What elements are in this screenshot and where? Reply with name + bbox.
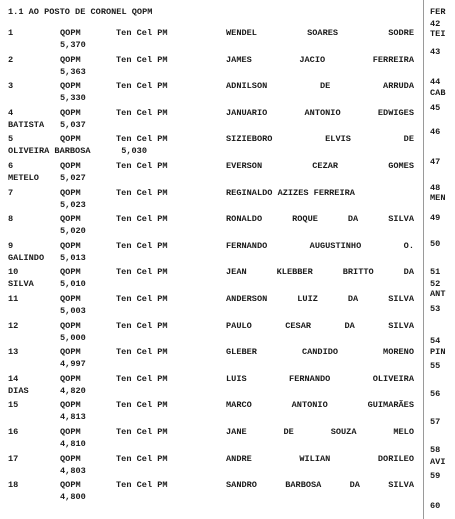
list-item <box>8 455 414 479</box>
officer-score: 5,023 <box>60 199 86 210</box>
officer-score: 4,997 <box>60 359 86 370</box>
name-word: REGINALDO AZIZES FERREIRA <box>226 187 355 198</box>
officer-category: QOPM <box>60 134 81 145</box>
rank-number: 4 <box>8 107 14 118</box>
officer-category: QOPM <box>60 427 81 437</box>
name-word: CESAR <box>285 320 312 331</box>
name-word: ARRUDA <box>383 81 414 92</box>
list-item <box>8 56 414 80</box>
name-word: FERREIRA <box>372 54 414 65</box>
name-word: JANE <box>226 427 247 437</box>
officer-score: 5,010 <box>60 279 86 290</box>
next-column-entry: 52 <box>430 279 441 289</box>
name-word: ANTONIO <box>291 400 328 411</box>
rank-number: 1 <box>8 28 14 38</box>
current-rank: Ten Cel PM <box>116 400 168 411</box>
officer-score: 5,037 <box>60 119 86 130</box>
officer-name <box>226 82 414 92</box>
officer-name-continued: SILVA <box>8 279 34 290</box>
officer-category: QOPM <box>60 373 81 384</box>
list-item <box>8 268 414 292</box>
officer-score: 4,813 <box>60 412 86 423</box>
officer-category: QOPM <box>60 161 81 171</box>
list-item <box>8 428 414 452</box>
rank-number: 18 <box>8 480 19 491</box>
name-word: JANUARIO <box>226 107 268 118</box>
name-word: SILVA <box>388 480 414 491</box>
rank-number: 10 <box>8 267 19 278</box>
officer-score: 4,800 <box>60 492 86 503</box>
current-rank: Ten Cel PM <box>116 427 168 437</box>
officer-name-continued: DIAS <box>8 385 29 396</box>
officer-category: QOPM <box>60 28 81 38</box>
officer-name <box>226 375 414 385</box>
officer-category: QOPM <box>60 347 81 358</box>
name-word: MORENO <box>383 347 414 358</box>
name-word: MELO <box>393 427 414 437</box>
officer-name <box>226 135 414 145</box>
current-rank: Ten Cel PM <box>116 161 168 171</box>
name-word: KLEBBER <box>276 267 313 278</box>
rank-number: 7 <box>8 187 14 198</box>
next-column-entry: 59 <box>430 471 441 481</box>
next-column-entry: 48 <box>430 183 441 193</box>
name-word: ELVIS <box>325 134 351 145</box>
officer-name <box>226 268 414 278</box>
rank-number: 14 <box>8 373 19 384</box>
current-rank: Ten Cel PM <box>116 107 168 118</box>
list-item <box>8 135 414 159</box>
next-column-entry: FER <box>430 7 446 17</box>
officer-category: QOPM <box>60 240 81 251</box>
current-rank: Ten Cel PM <box>116 320 168 331</box>
name-word: OLIVEIRA <box>372 373 414 384</box>
name-word: BRITTO <box>342 267 374 278</box>
rank-number: 16 <box>8 427 19 437</box>
officer-name <box>226 348 414 358</box>
officer-name <box>226 455 414 465</box>
next-column-entry: 53 <box>430 304 441 314</box>
name-word: ANDERSON <box>226 294 268 304</box>
name-word: JACIO <box>299 54 326 65</box>
name-word: GUIMARÃES <box>367 400 414 411</box>
name-word: RONALDO <box>226 214 263 225</box>
name-word: O. <box>403 240 414 251</box>
officer-name <box>226 295 414 305</box>
next-column-entry: 50 <box>430 239 441 249</box>
next-column-entry: MEN <box>430 193 446 203</box>
next-column-entry: 49 <box>430 213 441 223</box>
current-rank: Ten Cel PM <box>116 134 168 145</box>
officer-name <box>226 29 414 39</box>
officer-name <box>226 428 414 438</box>
next-column-entry: 46 <box>430 127 441 137</box>
next-column-entry: 54 <box>430 336 441 346</box>
rank-number: 9 <box>8 240 14 251</box>
name-word: EVERSON <box>226 161 263 171</box>
rank-number: 13 <box>8 347 19 358</box>
name-word: SILVA <box>388 214 414 225</box>
officer-category: QOPM <box>60 214 81 225</box>
officer-name <box>226 322 414 332</box>
name-word: DE <box>319 81 331 92</box>
name-word: ANDRE <box>226 453 252 464</box>
officer-score: 5,370 <box>60 40 86 50</box>
name-word: SIZIEBORO <box>226 134 273 145</box>
current-rank: Ten Cel PM <box>116 81 168 92</box>
name-word: ROQUE <box>292 214 318 225</box>
officer-category: QOPM <box>60 294 81 304</box>
officer-name <box>226 56 414 66</box>
name-word: SANDRO <box>226 480 257 491</box>
name-word: FERNANDO <box>226 240 268 251</box>
officer-name <box>226 162 414 172</box>
rank-number: 2 <box>8 54 14 65</box>
officer-name <box>226 189 414 199</box>
next-column-entry: 47 <box>430 157 441 167</box>
name-word: SODRE <box>388 28 414 38</box>
next-column-entry: 45 <box>430 103 441 113</box>
rank-number: 5 <box>8 134 14 145</box>
next-column-entry: 57 <box>430 417 441 427</box>
officer-name <box>226 109 414 119</box>
name-word: DORILEO <box>377 453 414 464</box>
name-word: DE <box>283 427 294 437</box>
current-rank: Ten Cel PM <box>116 480 168 491</box>
rank-number: 6 <box>8 161 14 171</box>
rank-number: 8 <box>8 214 14 225</box>
next-column-entry: 51 <box>430 267 441 277</box>
name-word: GOMES <box>388 161 414 171</box>
name-word: DA <box>403 267 414 278</box>
name-word: DE <box>403 134 414 145</box>
current-rank: Ten Cel PM <box>116 187 168 198</box>
current-rank: Ten Cel PM <box>116 214 168 225</box>
officer-category: QOPM <box>60 81 81 92</box>
current-rank: Ten Cel PM <box>116 294 168 304</box>
name-word: LUIS <box>226 373 247 384</box>
list-item <box>8 215 414 239</box>
name-word: ANTONIO <box>304 107 341 118</box>
name-word: EDWIGES <box>377 107 414 118</box>
current-rank: Ten Cel PM <box>116 453 168 464</box>
officer-score: 4,820 <box>60 385 86 396</box>
rank-number: 3 <box>8 81 14 92</box>
list-item <box>8 242 414 266</box>
next-column-entry: CAB <box>430 88 446 98</box>
name-word: DA <box>347 214 359 225</box>
officer-category: QOPM <box>60 54 81 65</box>
officer-score: 5,330 <box>60 93 86 104</box>
next-column-fragment <box>430 0 455 519</box>
name-word: CANDIDO <box>301 347 339 358</box>
officer-category: QOPM <box>60 187 81 198</box>
list-item <box>8 401 414 425</box>
name-word: DA <box>344 320 355 331</box>
name-word: WILIAN <box>299 453 331 464</box>
officer-score: 5,020 <box>60 226 86 237</box>
name-word: DA <box>349 480 360 491</box>
current-rank: Ten Cel PM <box>116 347 168 358</box>
name-word: SILVA <box>388 294 414 304</box>
officer-category: QOPM <box>60 267 81 278</box>
next-column-entry: 56 <box>430 389 441 399</box>
officer-category: QOPM <box>60 453 81 464</box>
officer-score: 5,003 <box>60 306 86 316</box>
list-item <box>8 295 414 319</box>
rank-number: 17 <box>8 453 19 464</box>
list-item <box>8 481 414 505</box>
name-word: LUIZ <box>297 294 318 304</box>
name-word: JEAN <box>226 267 247 278</box>
list-item <box>8 375 414 399</box>
officer-name <box>226 242 414 252</box>
current-rank: Ten Cel PM <box>116 28 168 38</box>
current-rank: Ten Cel PM <box>116 373 168 384</box>
name-word: SOUZA <box>330 427 357 437</box>
column-divider <box>423 0 424 519</box>
next-column-entry: 60 <box>430 501 441 511</box>
name-word: DA <box>347 294 359 304</box>
rank-number: 12 <box>8 320 19 331</box>
name-word: BARBOSA <box>285 480 322 491</box>
name-word: PAULO <box>226 320 252 331</box>
name-word: CEZAR <box>312 161 339 171</box>
list-item <box>8 322 414 346</box>
officer-name-continued: GALINDO <box>8 252 45 263</box>
next-column-entry: 44 <box>430 77 441 87</box>
next-column-entry: 58 <box>430 445 441 455</box>
name-word: MARCO <box>226 400 252 411</box>
officer-score: 5,013 <box>60 252 86 263</box>
name-word: AUGUSTINHO <box>309 240 362 251</box>
officer-score: 5,363 <box>60 66 86 77</box>
officer-score: 5,027 <box>60 173 86 183</box>
rank-number: 11 <box>8 294 19 304</box>
next-column-entry: TEI <box>430 29 446 39</box>
name-word: SOARES <box>307 28 339 38</box>
rank-number: 15 <box>8 400 19 411</box>
list-item <box>8 29 414 53</box>
next-column-entry: 42 <box>430 19 441 29</box>
name-word: ADNILSON <box>226 81 268 92</box>
current-rank: Ten Cel PM <box>116 240 168 251</box>
officer-score: 5,000 <box>60 332 86 343</box>
current-rank: Ten Cel PM <box>116 267 168 278</box>
officer-name <box>226 401 414 411</box>
name-word: WENDEL <box>226 28 257 38</box>
next-column-entry: 55 <box>430 361 441 371</box>
officer-score: 4,803 <box>60 465 86 476</box>
list-item <box>8 348 414 372</box>
section-heading: 1.1 AO POSTO DE CORONEL QOPM <box>8 7 153 17</box>
officer-category: QOPM <box>60 320 81 331</box>
list-item <box>8 82 414 106</box>
next-column-entry: AVI <box>430 457 446 467</box>
list-item <box>8 109 414 133</box>
name-word: SILVA <box>388 320 414 331</box>
officer-category: QOPM <box>60 480 81 491</box>
name-word: JAMES <box>226 54 252 65</box>
next-column-entry: PIN <box>430 347 446 357</box>
officer-name-continued: BATISTA <box>8 119 45 130</box>
officer-category: QOPM <box>60 400 81 411</box>
officer-name-continued: METELO <box>8 173 39 183</box>
officer-category: QOPM <box>60 107 81 118</box>
next-column-entry: 43 <box>430 47 441 57</box>
current-rank: Ten Cel PM <box>116 54 168 65</box>
officer-score: 4,810 <box>60 439 86 449</box>
name-word: FERNANDO <box>289 373 331 384</box>
officer-score: 5,030 <box>121 146 147 157</box>
list-item <box>8 162 414 186</box>
name-word: GLEBER <box>226 347 257 358</box>
officer-name-continued: OLIVEIRA BARBOSA <box>8 146 91 157</box>
officer-name <box>226 215 414 225</box>
next-column-entry: ANT <box>430 289 446 299</box>
list-item <box>8 189 414 213</box>
officer-name <box>226 481 414 491</box>
